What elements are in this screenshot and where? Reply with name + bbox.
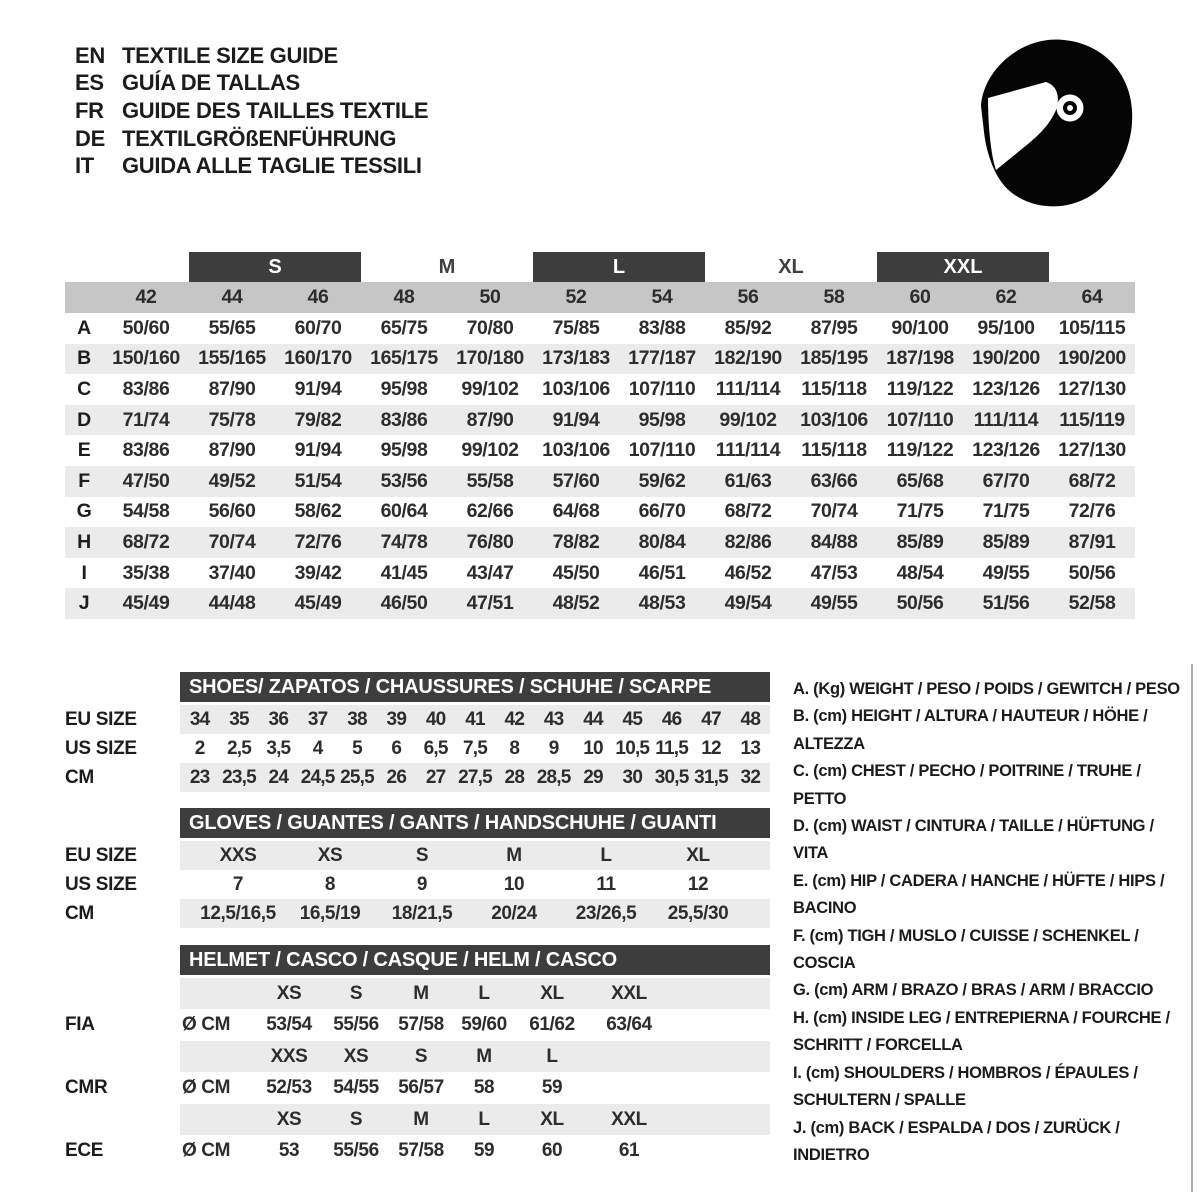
column-header: 58 (823, 286, 845, 308)
cell: 76/80 (466, 530, 514, 553)
column-header: 62 (995, 286, 1017, 308)
cell: 177/187 (628, 347, 696, 370)
legend-item: F. (cm) TIGH / MUSLO / CUISSE / SCHENKEL / COSCIA (793, 926, 1139, 973)
row-letter: G (76, 500, 92, 523)
size-cell: 41 (465, 708, 485, 730)
size-cell: 45 (622, 708, 643, 730)
size-cell: 48 (740, 708, 761, 730)
cell: 58/62 (294, 500, 342, 523)
row-label-us-size: US SIZE (65, 873, 137, 895)
cell: 78/82 (552, 530, 600, 553)
size-cell: 26 (386, 766, 407, 788)
column-header: 46 (307, 286, 329, 308)
size-cell: L (600, 844, 612, 866)
cell: 115/118 (801, 439, 867, 462)
row-letter: H (77, 530, 91, 553)
language-code: EN (75, 42, 105, 68)
fia-size-header: XS S M L XL XXL (180, 978, 770, 1009)
cell: 95/98 (380, 377, 428, 400)
language-title: GUÍA DE TALLAS (122, 70, 300, 96)
row-letter: I (81, 561, 87, 584)
size-cell: 25,5 (340, 766, 374, 788)
cell: 35/38 (122, 561, 170, 584)
size-cell: 10 (583, 737, 603, 759)
size-cell: 29 (583, 766, 603, 788)
cell: 68/72 (1068, 469, 1116, 492)
cell: 173/183 (542, 347, 610, 370)
cell: 105/115 (1058, 316, 1126, 339)
size-columns-row (65, 282, 1135, 313)
table-row (65, 374, 1135, 405)
cell: 127/130 (1058, 439, 1126, 462)
cell: 67/70 (982, 469, 1030, 492)
cell: 95/100 (977, 316, 1035, 339)
cell: 119/122 (886, 377, 954, 400)
cell: 63/66 (810, 469, 858, 492)
size-cell: 27 (425, 766, 446, 788)
size-cell: 37 (307, 708, 328, 730)
standard-label-ece: ECE (65, 1140, 104, 1161)
cell: 68/72 (724, 500, 772, 523)
legend-item: D. (cm) WAIST / CINTURA / TAILLE / HÜFTUNG / VITA (793, 817, 1154, 863)
table-row (65, 405, 1135, 436)
legend-item: I. (cm) SHOULDERS / HOMBROS / ÉPAULES / SCHULTERN / SPALLE (793, 1063, 1138, 1110)
diameter-label: Ø CM (182, 1077, 231, 1098)
size-cell: 28,5 (536, 766, 571, 788)
cell: 99/102 (719, 408, 777, 431)
legend-item: C. (cm) CHEST / PECHO / POITRINE / TRUHE / PETTO (793, 762, 1141, 808)
row-label-cm: CM (65, 902, 94, 924)
cell: 79/82 (294, 408, 342, 431)
gloves-table (65, 808, 770, 928)
shoes-title: SHOES/ ZAPATOS / CHAUSSURES / SCHUHE / SCARPE (180, 672, 770, 702)
diameter-label: Ø CM (182, 1014, 231, 1035)
cell: 65/75 (380, 316, 428, 339)
size-cell: 31,5 (694, 766, 728, 788)
size-cell: 23,5 (222, 766, 256, 788)
language-title: GUIDA ALLE TAGLIE TESSILI (122, 153, 422, 179)
language-row (75, 152, 428, 180)
size-cell: 30 (622, 766, 643, 788)
cell: 103/106 (800, 408, 868, 431)
cell: 123/126 (972, 377, 1040, 400)
size-cell: 8 (324, 873, 336, 895)
row-label-eu-size: EU SIZE (65, 844, 137, 866)
row-letter: A (77, 316, 91, 339)
cell: 99/102 (461, 439, 519, 462)
column-header: 56 (737, 286, 759, 308)
size-cell: 23/26,5 (575, 902, 637, 924)
size-cell: 6,5 (423, 737, 448, 759)
diameter-label: Ø CM (182, 1140, 231, 1161)
cell: 49/55 (982, 561, 1030, 584)
size-cell: S (415, 844, 429, 866)
size-cell: 42 (504, 708, 525, 730)
table-row (65, 497, 1135, 528)
cell: 165/175 (370, 347, 438, 370)
shoes-table (65, 672, 770, 792)
legend-item: E. (cm) HIP / CADERA / HANCHE / HÜFTE / HIPS / BACINO (793, 871, 1165, 918)
cell: 155/165 (198, 347, 266, 370)
cell: 43/47 (466, 561, 514, 584)
column-header: 44 (221, 286, 243, 308)
cell: 64/68 (552, 500, 600, 523)
size-cell: 11 (596, 873, 616, 895)
cell: 119/122 (886, 439, 954, 462)
cell: 150/160 (112, 347, 180, 370)
legend-item: A. (Kg) WEIGHT / PESO / POIDS / GEWITCH / PESO (793, 680, 1180, 698)
size-cell: 3,5 (266, 737, 291, 759)
cell: 103/106 (542, 377, 610, 400)
size-cell: M (506, 844, 522, 866)
cell: 57/60 (552, 469, 600, 492)
row-letter: E (77, 439, 91, 462)
column-header: 50 (479, 286, 501, 308)
cell: 87/95 (810, 316, 858, 339)
cell: 39/42 (294, 561, 342, 584)
legend-item: G. (cm) ARM / BRAZO / BRAS / ARM / BRACCIO (793, 981, 1154, 1000)
row-label-us-size: US SIZE (65, 737, 137, 759)
standard-label-fia: FIA (65, 1014, 95, 1035)
language-title: GUIDE DES TAILLES TEXTILE (122, 97, 429, 123)
cell: 47/53 (810, 561, 858, 584)
size-cell: 38 (347, 708, 367, 730)
cell: 123/126 (972, 439, 1040, 462)
cell: 46/50 (380, 592, 428, 615)
cell: 115/118 (801, 377, 867, 400)
column-header: 42 (135, 286, 157, 308)
cell: 111/114 (715, 377, 781, 400)
standard-label-cmr: CMR (65, 1077, 108, 1098)
cell: 49/54 (724, 592, 772, 615)
size-cell: 10 (503, 873, 525, 895)
size-cell: 9 (548, 737, 559, 759)
gloves-title: GLOVES / GUANTES / GANTS / HANDSCHUHE / GUANTI (180, 808, 770, 838)
language-row (75, 97, 428, 125)
cell: 74/78 (380, 530, 428, 553)
row-letter: F (78, 469, 90, 492)
size-cell: 10,5 (615, 737, 650, 759)
column-header: 48 (393, 286, 415, 308)
size-cell: 27,5 (458, 766, 492, 788)
cell: 72/76 (294, 530, 342, 553)
size-cell: 5 (352, 737, 362, 759)
cell: 48/53 (638, 592, 686, 615)
cell: 71/74 (122, 408, 170, 431)
helmet-title: HELMET / CASCO / CASQUE / HELM / CASCO (180, 945, 770, 975)
cell: 111/114 (973, 408, 1039, 431)
size-group-m: M (438, 255, 456, 278)
cell: 62/66 (466, 500, 514, 523)
size-cell: 12 (687, 873, 709, 895)
language-code: FR (75, 97, 104, 123)
cell: 37/40 (208, 561, 256, 584)
cell: 190/200 (1058, 347, 1126, 370)
size-cell: 13 (740, 737, 761, 759)
size-cell: 34 (189, 708, 210, 730)
size-group-l: L (533, 252, 705, 282)
language-title: TEXTILE SIZE GUIDE (122, 42, 338, 68)
cell: 75/85 (552, 316, 600, 339)
table-row (65, 344, 1135, 375)
cell: 46/51 (638, 561, 686, 584)
helmet-size-table (65, 945, 770, 1167)
cell: 47/50 (122, 469, 170, 492)
ece-values: Ø CM 53 55/56 57/58 59 60 61 (182, 1140, 640, 1161)
cell: 83/86 (380, 408, 428, 431)
cell: 70/74 (810, 500, 858, 523)
size-cell: 36 (268, 708, 289, 730)
cell: 45/50 (552, 561, 600, 584)
size-cell: 23 (189, 766, 210, 788)
table-row (65, 435, 1135, 466)
row-letter: J (78, 592, 90, 615)
cell: 65/68 (896, 469, 944, 492)
table-row (65, 588, 1135, 619)
cell: 56/60 (208, 500, 256, 523)
language-code: IT (75, 153, 94, 179)
textile-size-table (65, 252, 1135, 619)
cmr-values: Ø CM 52/53 54/55 56/57 58 59 (182, 1077, 563, 1098)
cell: 85/92 (724, 316, 772, 339)
cell: 55/58 (466, 469, 514, 492)
cell: 47/51 (466, 592, 514, 615)
language-code: ES (75, 70, 104, 96)
size-cell: 39 (386, 708, 407, 730)
cell: 82/86 (724, 530, 772, 553)
size-cell: 7,5 (462, 737, 487, 759)
cell: 103/106 (542, 439, 610, 462)
size-cell: 4 (312, 737, 323, 759)
size-cell: 11,5 (655, 737, 689, 759)
row-letter: C (77, 377, 91, 400)
helmet-icon (975, 36, 1137, 208)
ece-size-header: XS S M L XL XXL (180, 1104, 770, 1135)
size-cell: 8 (509, 737, 520, 759)
size-cell: 25,5/30 (667, 902, 729, 924)
size-cell: 12,5/16,5 (200, 902, 276, 924)
table-row (65, 466, 1135, 497)
size-cell: 30,5 (654, 766, 689, 788)
size-cell: 7 (232, 873, 244, 895)
cell: 190/200 (972, 347, 1040, 370)
table-row (65, 558, 1135, 589)
language-row (75, 42, 428, 70)
cell: 41/45 (380, 561, 428, 584)
cell: 182/190 (714, 347, 782, 370)
cell: 83/86 (122, 377, 170, 400)
cell: 83/88 (638, 316, 686, 339)
cell: 185/195 (800, 347, 868, 370)
cell: 71/75 (896, 500, 944, 523)
table-row (65, 527, 1135, 558)
language-row (75, 70, 428, 98)
column-header: 64 (1081, 286, 1103, 308)
cell: 83/86 (122, 439, 170, 462)
cell: 84/88 (810, 530, 858, 553)
size-group-xl: XL (778, 255, 804, 278)
cell: 68/72 (122, 530, 170, 553)
cell: 90/100 (891, 316, 949, 339)
cell: 95/98 (380, 439, 428, 462)
cell: 87/90 (208, 377, 256, 400)
cell: 51/54 (294, 469, 342, 492)
cell: 50/56 (1068, 561, 1116, 584)
size-cell: 20/24 (491, 902, 537, 924)
cell: 44/48 (208, 592, 256, 615)
size-cell: 24,5 (300, 766, 335, 788)
cell: 54/58 (122, 500, 170, 523)
cell: 91/94 (294, 439, 342, 462)
cell: 87/90 (208, 439, 256, 462)
cell: 48/52 (552, 592, 600, 615)
cell: 60/64 (380, 500, 428, 523)
language-code: DE (75, 125, 105, 151)
row-label-cm: CM (65, 766, 94, 788)
size-cell: 24 (268, 766, 289, 788)
cell: 160/170 (284, 347, 352, 370)
cell: 111/114 (715, 439, 781, 462)
column-header: 52 (565, 286, 587, 308)
cell: 107/110 (628, 377, 696, 400)
cell: 85/89 (896, 530, 944, 553)
cell: 99/102 (461, 377, 519, 400)
size-cell: XXS (219, 844, 257, 866)
fia-values: Ø CM 53/54 55/56 57/58 59/60 61/62 63/64 (182, 1014, 652, 1035)
column-header: 60 (909, 286, 931, 308)
cell: 170/180 (456, 347, 524, 370)
cell: 127/130 (1058, 377, 1126, 400)
cell: 70/80 (466, 316, 514, 339)
cell: 87/90 (466, 408, 514, 431)
cell: 55/65 (208, 316, 256, 339)
cell: 49/52 (208, 469, 256, 492)
cell: 87/91 (1068, 530, 1116, 553)
cell: 50/60 (122, 316, 170, 339)
cell: 45/49 (122, 592, 170, 615)
row-letter: B (77, 347, 91, 370)
cell: 72/76 (1068, 500, 1116, 523)
size-cell: 46 (661, 708, 682, 730)
cell: 91/94 (552, 408, 600, 431)
size-group-s: S (189, 252, 361, 282)
cell: 51/56 (982, 592, 1030, 615)
size-cell: 12 (701, 737, 721, 759)
cell: 91/94 (294, 377, 342, 400)
row-label-eu-size: EU SIZE (65, 708, 137, 730)
cmr-size-header: XXS XS S M L (180, 1041, 770, 1072)
cell: 115/119 (1059, 408, 1125, 431)
size-cell: XL (686, 844, 710, 866)
size-cell: XS (317, 844, 343, 866)
cell: 85/89 (982, 530, 1030, 553)
cell: 107/110 (886, 408, 954, 431)
size-cell: 16,5/19 (299, 902, 361, 924)
legend-item: J. (cm) BACK / ESPALDA / DOS / ZURÜCK / INDIETRO (793, 1118, 1120, 1164)
cell: 70/74 (208, 530, 256, 553)
size-cell: 44 (583, 708, 603, 730)
cell: 46/52 (724, 561, 772, 584)
cell: 52/58 (1068, 592, 1116, 615)
column-header: 54 (651, 286, 673, 308)
measurement-rows (65, 313, 1135, 619)
cell: 59/62 (638, 469, 686, 492)
size-cell: 2,5 (226, 737, 251, 759)
cell: 53/56 (380, 469, 428, 492)
cell: 107/110 (628, 439, 696, 462)
size-cell: 32 (740, 766, 761, 788)
size-cell: 2 (194, 737, 205, 759)
size-cell: 35 (229, 708, 249, 730)
cell: 48/54 (896, 561, 944, 584)
legend-item: H. (cm) INSIDE LEG / ENTREPIERNA / FOURCHE / SCHRITT / FORCELLA (793, 1008, 1170, 1055)
size-cell: 40 (425, 708, 446, 730)
row-letter: D (77, 408, 91, 431)
cell: 50/56 (896, 592, 944, 615)
size-cell: 9 (416, 873, 428, 895)
language-title: TEXTILGRÖßENFÜHRUNG (122, 125, 397, 151)
size-cell: 6 (391, 737, 402, 759)
size-cell: 47 (701, 708, 721, 730)
cell: 95/98 (638, 408, 686, 431)
measurement-legend (793, 676, 1185, 1169)
cell: 60/70 (294, 316, 342, 339)
cell: 71/75 (982, 500, 1030, 523)
cell: 49/55 (810, 592, 858, 615)
table-row (65, 313, 1135, 344)
cell: 80/84 (638, 530, 686, 553)
page-right-border (1191, 664, 1193, 1192)
size-group-row (65, 252, 1135, 282)
cell: 66/70 (638, 500, 686, 523)
language-row (75, 125, 428, 153)
language-list (75, 42, 428, 180)
size-cell: 18/21,5 (391, 902, 453, 924)
cell: 61/63 (724, 469, 772, 492)
cell: 45/49 (294, 592, 342, 615)
cell: 75/78 (208, 408, 256, 431)
size-group-xxl: XXL (877, 252, 1049, 282)
size-cell: 28 (504, 766, 525, 788)
legend-item: B. (cm) HEIGHT / ALTURA / HAUTEUR / HÖHE / ALTEZZA (793, 707, 1148, 753)
size-cell: 43 (543, 708, 564, 730)
cell: 187/198 (886, 347, 954, 370)
